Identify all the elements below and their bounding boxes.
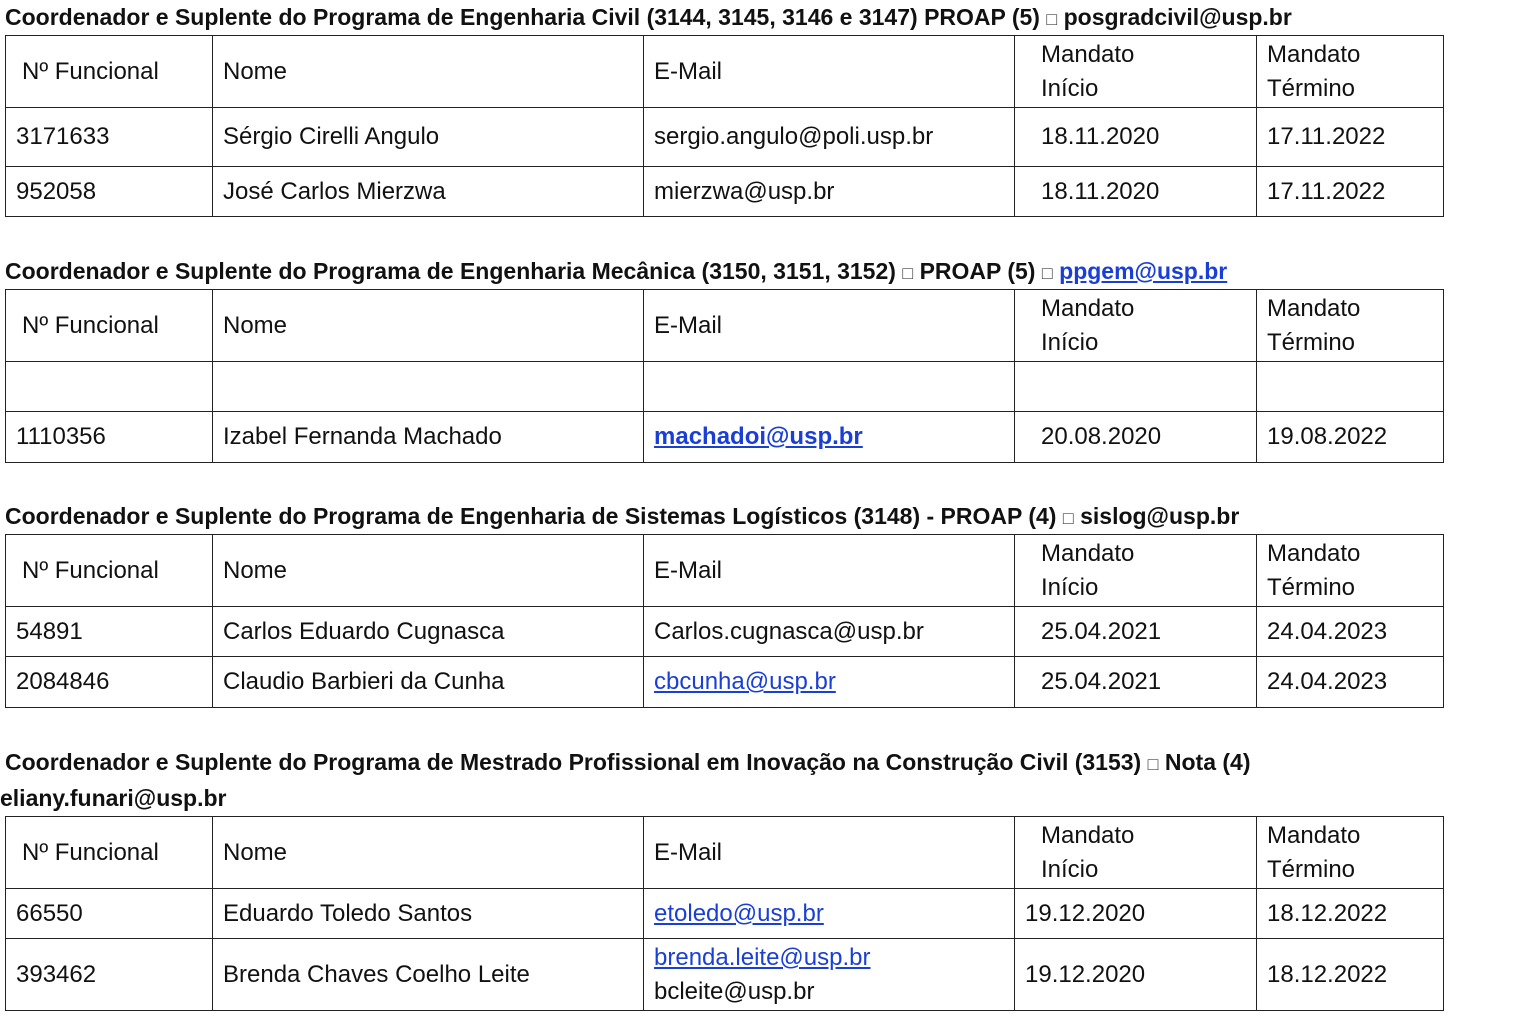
cell-nome: Eduardo Toledo Santos: [213, 889, 644, 939]
section-contact-line: [0, 781, 1536, 815]
section-heading: [0, 0, 1536, 36]
members-table: [5, 35, 1444, 217]
header-nome: Nome: [213, 290, 644, 362]
cell-termino: 18.12.2022: [1257, 889, 1444, 939]
email-link[interactable]: cbcunha@usp.br: [654, 668, 836, 695]
members-table: [5, 534, 1444, 708]
cell-termino: 17.11.2022: [1257, 108, 1444, 167]
section-engenharia-civil: [0, 0, 1536, 205]
table-header-row: [6, 36, 1444, 108]
cell-email: Carlos.cugnasca@usp.br: [644, 607, 1015, 657]
cell-inicio: 25.04.2021: [1015, 657, 1257, 708]
members-table: [5, 816, 1444, 1011]
cell-funcional: 1110356: [6, 412, 213, 463]
placeholder-glyph-icon: □: [1046, 9, 1058, 29]
placeholder-glyph-icon: □: [1147, 754, 1159, 774]
section-program-note: Nota (4): [1164, 749, 1251, 775]
cell-termino: 24.04.2023: [1257, 607, 1444, 657]
table-row: [6, 412, 1444, 463]
cell-email: mierzwa@usp.br: [644, 167, 1015, 217]
table-row: [6, 607, 1444, 657]
cell-inicio: 19.12.2020: [1015, 889, 1257, 939]
header-nome: Nome: [213, 36, 644, 108]
header-email: E-Mail: [644, 535, 1015, 607]
placeholder-glyph-icon: □: [1062, 508, 1074, 528]
cell-funcional: 3171633: [6, 108, 213, 167]
header-mandato-termino: Mandato Término: [1257, 817, 1444, 889]
cell-nome: [213, 362, 644, 412]
section-title: Coordenador e Suplente do Programa de Engenharia Civil (3144, 3145, 3146 e 3147) PROAP (5): [5, 4, 1040, 30]
table-header-row: [6, 817, 1444, 889]
header-mandato-termino: Mandato Término: [1257, 290, 1444, 362]
section-title: Coordenador e Suplente do Programa de Mestrado Profissional em Inovação na Construção Civil (3153): [5, 749, 1142, 775]
cell-inicio: 25.04.2021: [1015, 607, 1257, 657]
header-funcional: Nº Funcional: [6, 535, 213, 607]
members-table: [5, 289, 1444, 463]
cell-funcional: 66550: [6, 889, 213, 939]
section-title: Coordenador e Suplente do Programa de Engenharia Mecânica (3150, 3151, 3152): [5, 258, 896, 284]
header-email: E-Mail: [644, 290, 1015, 362]
section-contact-email-link[interactable]: ppgem@usp.br: [1059, 258, 1228, 284]
section-contact-email: posgradcivil@usp.br: [1063, 4, 1292, 30]
section-title: Coordenador e Suplente do Programa de Engenharia de Sistemas Logísticos (3148) - PROAP (4): [5, 503, 1057, 529]
table-row: [6, 657, 1444, 708]
cell-email-secondary: bcleite@usp.br: [654, 977, 815, 1005]
table-row: [6, 108, 1444, 167]
section-sistemas-logisticos: [0, 499, 1536, 695]
cell-funcional: [6, 362, 213, 412]
header-funcional: Nº Funcional: [6, 290, 213, 362]
cell-email: [644, 362, 1015, 412]
placeholder-glyph-icon: □: [902, 263, 914, 283]
cell-termino: 19.08.2022: [1257, 412, 1444, 463]
cell-inicio: [1015, 362, 1257, 412]
table-row-empty: [6, 362, 1444, 412]
cell-inicio: 20.08.2020: [1015, 412, 1257, 463]
cell-email-cell: [644, 939, 1015, 1011]
section-contact-email: sislog@usp.br: [1080, 503, 1240, 529]
section-contact-email: eliany.funari@usp.br: [0, 785, 227, 811]
header-mandato-inicio: Mandato Início: [1015, 817, 1257, 889]
table-row: [6, 939, 1444, 1011]
header-email: E-Mail: [644, 36, 1015, 108]
cell-termino: [1257, 362, 1444, 412]
header-mandato-termino: Mandato Término: [1257, 36, 1444, 108]
section-mestrado-profissional: [0, 745, 1536, 1005]
cell-email-cell: [644, 657, 1015, 708]
email-link[interactable]: machadoi@usp.br: [654, 423, 863, 450]
cell-termino: 24.04.2023: [1257, 657, 1444, 708]
cell-funcional: 2084846: [6, 657, 213, 708]
cell-email: sergio.angulo@poli.usp.br: [644, 108, 1015, 167]
cell-email-cell: [644, 889, 1015, 939]
section-heading: [0, 745, 1536, 781]
cell-nome: Claudio Barbieri da Cunha: [213, 657, 644, 708]
cell-termino: 17.11.2022: [1257, 167, 1444, 217]
email-link[interactable]: brenda.leite@usp.br: [654, 943, 871, 971]
section-program-note: PROAP (5): [919, 258, 1036, 284]
header-mandato-termino: Mandato Término: [1257, 535, 1444, 607]
cell-funcional: 393462: [6, 939, 213, 1011]
table-header-row: [6, 290, 1444, 362]
header-nome: Nome: [213, 817, 644, 889]
table-header-row: [6, 535, 1444, 607]
header-mandato-inicio: Mandato Início: [1015, 535, 1257, 607]
email-link[interactable]: etoledo@usp.br: [654, 899, 824, 927]
header-mandato-inicio: Mandato Início: [1015, 36, 1257, 108]
cell-nome: José Carlos Mierzwa: [213, 167, 644, 217]
cell-nome: Sérgio Cirelli Angulo: [213, 108, 644, 167]
table-row: [6, 167, 1444, 217]
section-heading: [0, 254, 1536, 290]
cell-email-cell: [644, 412, 1015, 463]
cell-inicio: 18.11.2020: [1015, 108, 1257, 167]
header-mandato-inicio: Mandato Início: [1015, 290, 1257, 362]
cell-nome: Brenda Chaves Coelho Leite: [213, 939, 644, 1011]
cell-nome: Izabel Fernanda Machado: [213, 412, 644, 463]
cell-inicio: 19.12.2020: [1015, 939, 1257, 1011]
table-row: [6, 889, 1444, 939]
header-funcional: Nº Funcional: [6, 36, 213, 108]
header-nome: Nome: [213, 535, 644, 607]
section-heading: [0, 499, 1536, 535]
header-email: E-Mail: [644, 817, 1015, 889]
cell-funcional: 54891: [6, 607, 213, 657]
cell-funcional: 952058: [6, 167, 213, 217]
cell-termino: 18.12.2022: [1257, 939, 1444, 1011]
placeholder-glyph-icon: □: [1041, 263, 1053, 283]
section-engenharia-mecanica: [0, 254, 1536, 450]
header-funcional: Nº Funcional: [6, 817, 213, 889]
cell-nome: Carlos Eduardo Cugnasca: [213, 607, 644, 657]
cell-inicio: 18.11.2020: [1015, 167, 1257, 217]
